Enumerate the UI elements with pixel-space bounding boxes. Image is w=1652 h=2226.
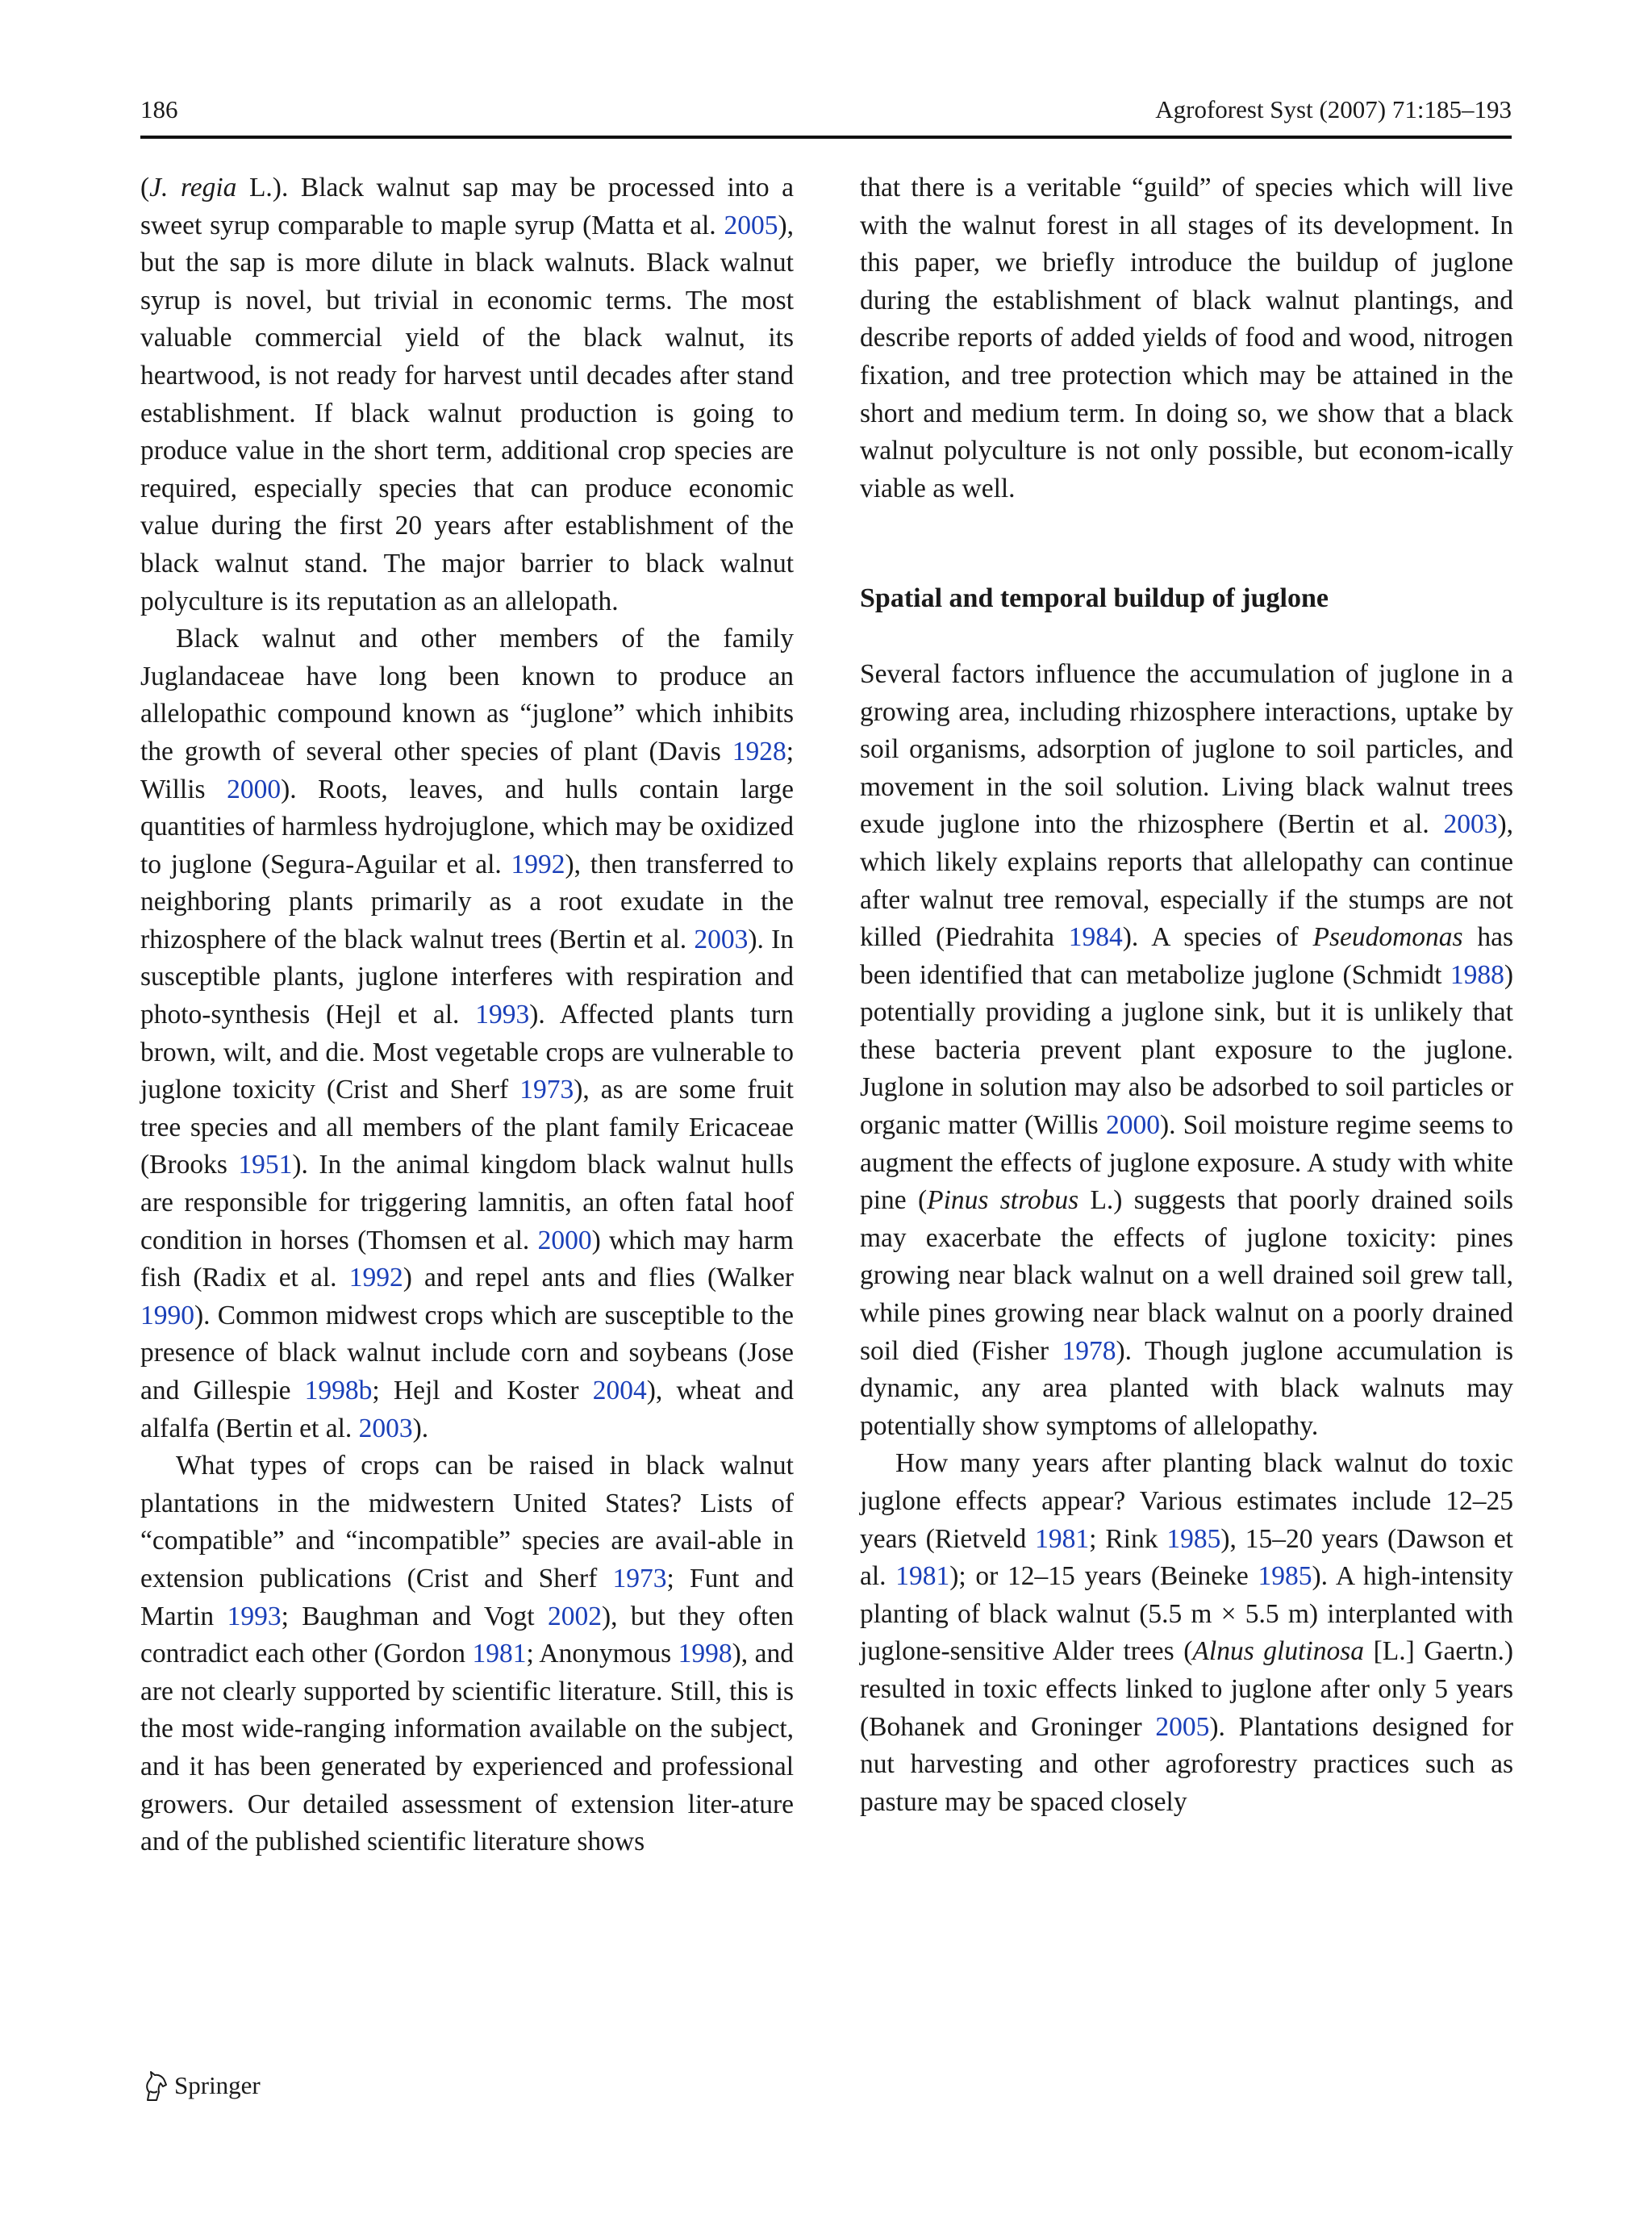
- citation-link[interactable]: 1993: [475, 1000, 530, 1030]
- citation-link[interactable]: 2000: [227, 774, 282, 804]
- text-run: ).: [412, 1413, 429, 1443]
- citation-link[interactable]: 2005: [724, 210, 778, 240]
- text-run: Black walnut and other members of the family Juglandaceae have long been known to produce an allelopathic compound known as “juglone” which inhibits the growth of several other species of plant (Davis: [140, 624, 794, 766]
- text-run: ; Hejl and Koster: [372, 1376, 593, 1405]
- italic-term: Pinus strobus: [927, 1185, 1079, 1216]
- publisher-name: Springer: [174, 2071, 261, 2099]
- citation-link[interactable]: 1981: [1035, 1523, 1090, 1554]
- text-run: ) and repel ants and flies (Walker: [403, 1263, 795, 1293]
- text-run: ). Though juglone accumulation is dynamic, any area planted with black walnuts may potentially show symptoms of allelopathy.: [860, 1335, 1514, 1441]
- citation-link[interactable]: 1998: [678, 1639, 732, 1669]
- text-run: ). Plantations designed for nut harvesting and other agroforestry practices such as pasture may be spaced closely: [860, 1711, 1513, 1817]
- citation-link[interactable]: 1973: [612, 1563, 667, 1593]
- text-run: ). A high-intensity planting of black walnut (5.5 m × 5.5 m) interplanted with juglone-sensitive Alder trees (: [860, 1561, 1514, 1667]
- text-run: [L.] Gaertn.) resulted in toxic effects linked to juglone after only 5 years (Bohanek and Groninger: [860, 1636, 1513, 1742]
- header-rule: [140, 136, 1512, 139]
- paragraph: [860, 1445, 1513, 1821]
- paragraph: [860, 169, 1513, 507]
- text-run: ), 15–20 years (Dawson et al.: [860, 1523, 1513, 1592]
- section-heading: Spatial and temporal buildup of juglone: [860, 583, 1329, 614]
- citation-link[interactable]: 1992: [348, 1263, 403, 1293]
- text-run: ), which likely explains reports that allelopathy can continue after walnut tree removal, especially if the stumps are not killed (Piedrahita: [860, 809, 1513, 953]
- text-run: (: [140, 173, 150, 203]
- citation-link[interactable]: 2003: [358, 1413, 413, 1443]
- citation-link[interactable]: 2003: [1443, 809, 1498, 840]
- text-run: ), and are not clearly supported by scientific literature. Still, this is the most wide-ranging information available on the subject, and it has been generated by experienced and professional growers. Our detailed assessment of extension liter-ature and of the published scientific literature shows: [140, 1639, 794, 1857]
- text-run: has been identified that can metabolize juglone (Schmidt: [860, 922, 1514, 990]
- italic-term: Pseudomonas: [1312, 922, 1463, 953]
- citation-link[interactable]: 1993: [227, 1601, 282, 1631]
- text-run: ). In the animal kingdom black walnut hulls are responsible for triggering lamnitis, an often fatal hoof condition in horses (Thomsen et al.: [140, 1150, 794, 1255]
- text-run: ). A species of: [1122, 922, 1313, 953]
- citation-link[interactable]: 1985: [1258, 1561, 1312, 1592]
- citation-link[interactable]: 2000: [1105, 1110, 1160, 1141]
- citation-link[interactable]: 1981: [472, 1639, 527, 1669]
- text-run: ; Anonymous: [526, 1639, 678, 1669]
- text-run: Several factors influence the accumulation of juglone in a growing area, including rhizosphere interactions, uptake by soil organisms, adsorption of juglone to soil particles, and movement in the soil solution. Living black walnut trees exude juglone into the rhizosphere (Bertin et al.: [860, 658, 1513, 840]
- text-run: ; Rink: [1089, 1523, 1167, 1554]
- citation-link[interactable]: 1990: [140, 1300, 194, 1330]
- springer-horse-icon: [140, 2069, 169, 2102]
- footer: [140, 2065, 261, 2106]
- text-run: L.). Black walnut sap may be processed into a sweet syrup comparable to maple syrup (Matta et al.: [140, 173, 794, 240]
- citation-link[interactable]: 1978: [1062, 1335, 1116, 1366]
- page-number: 186: [140, 95, 178, 123]
- paragraph: [860, 656, 1513, 1445]
- text-run: ; Funt and Martin: [140, 1563, 794, 1631]
- citation-link[interactable]: 1988: [1450, 959, 1504, 990]
- text-run: ), then transferred to neighboring plants primarily as a root exudate in the rhizosphere of the black walnut trees (Bertin et al.: [140, 849, 794, 954]
- text-run: ). Affected plants turn brown, wilt, and die. Most vegetable crops are vulnerable to juglone toxicity (Crist and Sherf: [140, 1000, 794, 1105]
- italic-term: Alnus glutinosa: [1192, 1636, 1365, 1667]
- text-run: L.) suggests that poorly drained soils may exacerbate the effects of juglone toxicity: pines growing near black walnut on a well drained soil grew tall, while pines growing near black walnut on a poorly drained soil died (Fisher: [860, 1185, 1513, 1366]
- text-run: ) which may harm fish (Radix et al.: [140, 1225, 794, 1293]
- text-run: ), but they often contradict each other (Gordon: [140, 1601, 794, 1669]
- text-run: ; Baughman and Vogt: [281, 1601, 548, 1631]
- citation-link[interactable]: 2002: [547, 1601, 602, 1631]
- text-run: ); or 12–15 years (Beineke: [949, 1561, 1258, 1592]
- text-run: ). Roots, leaves, and hulls contain large quantities of harmless hydrojuglone, which may be oxidized to juglone (Segura-Aguilar et al.: [140, 774, 795, 879]
- citation-link[interactable]: 2004: [592, 1376, 647, 1405]
- citation-link[interactable]: 1985: [1166, 1523, 1221, 1554]
- text-run: How many years after planting black walnut do toxic juglone effects appear? Various estimates include 12–25 years (Rietveld: [860, 1448, 1513, 1554]
- text-run: ), wheat and alfalfa (Bertin et al.: [140, 1376, 794, 1443]
- paragraph: [140, 620, 794, 1447]
- citation-link[interactable]: 1951: [238, 1150, 293, 1180]
- citation-link[interactable]: 1998b: [304, 1376, 373, 1405]
- text-run: ), as are some fruit tree species and all members of the plant family Ericaceae (Brooks: [140, 1075, 794, 1180]
- citation-link[interactable]: 2003: [694, 924, 749, 954]
- text-run: What types of crops can be raised in black walnut plantations in the midwestern United States? Lists of “compatible” and “incompatible” species are avail-able in extension publications (Crist and Sherf: [140, 1451, 794, 1593]
- citation-link[interactable]: 1973: [519, 1075, 574, 1105]
- text-run: that there is a veritable “guild” of species which will live with the walnut forest in all stages of its development. In this paper, we briefly introduce the buildup of juglone during the establishment of black walnut plantings, and describe reports of added yields of food and wood, nitrogen fixation, and tree protection which may be attained in the short and medium term. In doing so, we show that a black walnut polyculture is not only possible, but econom-ically viable as well.: [860, 173, 1513, 503]
- citation-link[interactable]: 1928: [732, 736, 786, 766]
- running-head: [140, 95, 1512, 131]
- citation-link[interactable]: 1981: [895, 1561, 950, 1592]
- text-run: ). Common midwest crops which are susceptible to the presence of black walnut include corn and soybeans (Jose and Gillespie: [140, 1300, 794, 1405]
- citation-link[interactable]: 1992: [511, 849, 565, 879]
- paragraph: [140, 169, 794, 620]
- journal-citation: Agroforest Syst (2007) 71:185–193: [1155, 95, 1512, 123]
- citation-link[interactable]: 1984: [1068, 922, 1123, 953]
- paragraph: [140, 1447, 794, 1861]
- text-run: ). In susceptible plants, juglone interferes with respiration and photo-synthesis (Hejl et al.: [140, 924, 795, 1030]
- text-run: ). Soil moisture regime seems to augment the effects of juglone exposure. A study with white pine (: [860, 1110, 1513, 1216]
- text-run: ; Willis: [140, 736, 794, 804]
- text-run: ) potentially providing a juglone sink, but it is unlikely that these bacteria prevent plant exposure to the juglone. Juglone in solution may also be adsorbed to soil particles or organic matter (Willis: [860, 959, 1513, 1141]
- text-run: ), but the sap is more dilute in black walnuts. Black walnut syrup is novel, but trivial in economic terms. The most valuable commercial yield of the black walnut, its heartwood, is not ready for harvest until decades after stand establishment. If black walnut production is going to produce value in the short term, additional crop species are required, especially species that can produce economic value during the first 20 years after establishment of the black walnut stand. The major barrier to black walnut polyculture is its reputation as an allelopath.: [140, 210, 794, 616]
- left-column: [140, 169, 794, 1861]
- citation-link[interactable]: 2005: [1155, 1711, 1210, 1742]
- right-column: [860, 169, 1513, 1821]
- citation-link[interactable]: 2000: [537, 1225, 592, 1255]
- italic-term: J. regia: [149, 173, 237, 203]
